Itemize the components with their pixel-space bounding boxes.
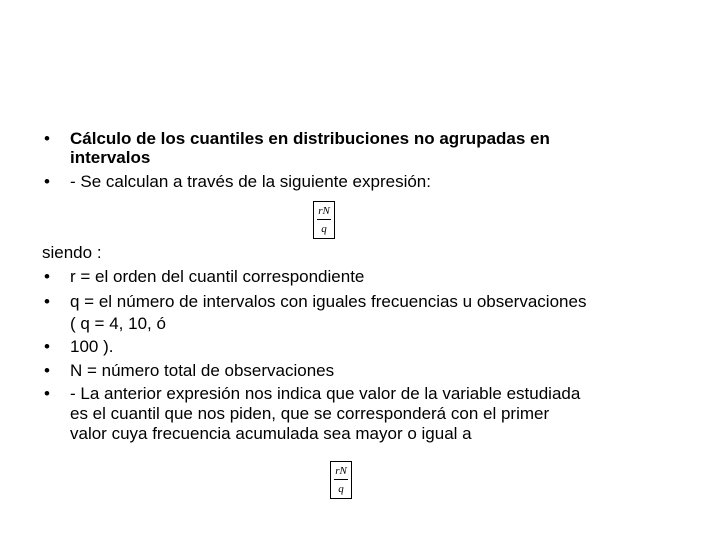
siendo-label: siendo : (42, 243, 102, 262)
expression-intro: - Se calculan a través de la siguiente expresión: (70, 172, 431, 191)
formula-rn-over-q-2 (330, 461, 352, 499)
explanation-line-1: - La anterior expresión nos indica que valor de la variable estudiada (70, 384, 581, 403)
fraction-bar (334, 479, 348, 480)
formula-denominator: q (321, 223, 327, 235)
bullet: • (44, 337, 50, 356)
heading-line-1: Cálculo de los cuantiles en distribuciones no agrupadas en (70, 129, 550, 148)
bullet: • (44, 129, 50, 148)
heading-line-2: intervalos (70, 148, 151, 167)
fraction-bar (317, 219, 331, 220)
formula-numerator: rN (335, 465, 347, 477)
explanation-line-2: es el cuantil que nos piden, que se corresponderá con el primer (70, 404, 550, 423)
bullet: • (44, 361, 50, 380)
definition-r-text: r = el orden del cuantil correspondiente (70, 267, 365, 286)
hundred-text: 100 ). (70, 337, 114, 356)
bullet: • (44, 292, 50, 311)
formula-denominator: q (338, 483, 344, 495)
definition-q-text-2: ( q = 4, 10, ó (70, 314, 166, 333)
formula-numerator: rN (318, 205, 330, 217)
bullet: • (44, 384, 50, 403)
formula-rn-over-q (313, 201, 335, 239)
bullet: • (44, 172, 50, 191)
definition-q-text: q = el número de intervalos con iguales frecuencias u observaciones (70, 292, 587, 311)
explanation-line-3: valor cuya frecuencia acumulada sea mayor o igual a (70, 424, 472, 443)
bullet: • (44, 267, 50, 286)
definition-N-text: N = número total de observaciones (70, 361, 335, 380)
